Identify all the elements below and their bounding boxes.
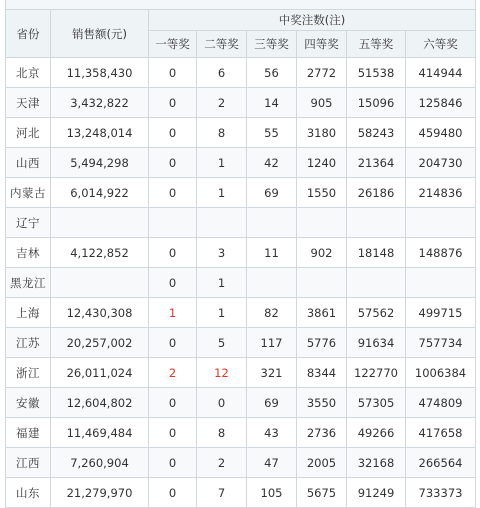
cell-prize-6: 417658 [406, 418, 476, 448]
cell-prize-1: 0 [149, 418, 197, 448]
cell-prize-4: 5776 [297, 328, 347, 358]
cell-prize-3 [247, 208, 297, 238]
cell-prize-4 [297, 268, 347, 298]
table-row [6, 478, 476, 508]
header-prize-4: 四等奖 [297, 31, 347, 58]
cell-prize-1 [149, 208, 197, 238]
cell-prize-2: 3 [197, 238, 247, 268]
cell-prize-2: 8 [197, 418, 247, 448]
cell-prize-4: 8344 [297, 358, 347, 388]
cell-sales: 12,604,802 [51, 388, 149, 418]
cell-sales: 21,279,970 [51, 478, 149, 508]
cell-prize-2: 0 [197, 388, 247, 418]
cell-prize-6: 266564 [406, 448, 476, 478]
cell-prize-1: 0 [149, 178, 197, 208]
header-sales: 销售额(元) [51, 10, 149, 58]
cell-prize-5: 18148 [347, 238, 406, 268]
cell-province: 山西 [6, 148, 51, 178]
cell-province: 天津 [6, 88, 51, 118]
cell-prize-2: 1 [197, 268, 247, 298]
cell-prize-4: 2005 [297, 448, 347, 478]
cell-province: 内蒙古 [6, 178, 51, 208]
header-prize-6: 六等奖 [406, 31, 476, 58]
cell-prize-2: 8 [197, 118, 247, 148]
cell-sales: 3,432,822 [51, 88, 149, 118]
cell-sales: 5,494,298 [51, 148, 149, 178]
cell-prize-5: 51538 [347, 58, 406, 88]
cell-prize-3: 14 [247, 88, 297, 118]
cell-prize-5: 91634 [347, 328, 406, 358]
cell-prize-5: 58243 [347, 118, 406, 148]
cell-prize-6: 474809 [406, 388, 476, 418]
cell-prize-4: 2772 [297, 58, 347, 88]
cell-province: 黑龙江 [6, 268, 51, 298]
cell-prize-4 [297, 208, 347, 238]
cell-prize-6: 204730 [406, 148, 476, 178]
cell-prize-3: 55 [247, 118, 297, 148]
cell-prize-1: 0 [149, 118, 197, 148]
cell-prize-3: 11 [247, 238, 297, 268]
cell-sales: 7,260,904 [51, 448, 149, 478]
cell-sales: 11,358,430 [51, 58, 149, 88]
cell-prize-3: 56 [247, 58, 297, 88]
cell-prize-5: 15096 [347, 88, 406, 118]
cell-province: 辽宁 [6, 208, 51, 238]
cell-prize-6: 148876 [406, 238, 476, 268]
cell-province: 福建 [6, 418, 51, 448]
cell-prize-4: 905 [297, 88, 347, 118]
table-row [6, 388, 476, 418]
table-row [6, 418, 476, 448]
prize-distribution-table [5, 0, 476, 508]
cell-sales: 12,430,308 [51, 298, 149, 328]
cell-prize-4: 902 [297, 238, 347, 268]
cell-prize-1: 0 [149, 88, 197, 118]
cell-prize-1: 0 [149, 58, 197, 88]
cell-sales: 13,248,014 [51, 118, 149, 148]
table-body [6, 58, 476, 508]
cell-prize-4: 3180 [297, 118, 347, 148]
cell-prize-2: 1 [197, 148, 247, 178]
cell-prize-1: 0 [149, 238, 197, 268]
header-prize-1: 一等奖 [149, 31, 197, 58]
cell-sales [51, 268, 149, 298]
cell-sales [51, 208, 149, 238]
cell-prize-4: 3861 [297, 298, 347, 328]
cell-sales: 6,014,922 [51, 178, 149, 208]
cell-prize-2: 6 [197, 58, 247, 88]
header-province: 省份 [6, 10, 51, 58]
cell-prize-4: 3550 [297, 388, 347, 418]
cell-prize-3: 105 [247, 478, 297, 508]
cell-prize-6: 125846 [406, 88, 476, 118]
cell-prize-3: 42 [247, 148, 297, 178]
cell-sales: 26,011,024 [51, 358, 149, 388]
cell-prize-5: 26186 [347, 178, 406, 208]
cell-province: 江西 [6, 448, 51, 478]
table-row [6, 88, 476, 118]
cell-prize-3: 69 [247, 388, 297, 418]
cell-prize-2: 2 [197, 448, 247, 478]
cell-prize-6: 757734 [406, 328, 476, 358]
cell-prize-6: 214836 [406, 178, 476, 208]
cell-prize-2: 5 [197, 328, 247, 358]
cell-prize-3: 43 [247, 418, 297, 448]
cell-prize-6: 1006384 [406, 358, 476, 388]
cell-prize-2: 1 [197, 178, 247, 208]
cell-prize-5 [347, 208, 406, 238]
cell-prize-4: 1550 [297, 178, 347, 208]
cell-prize-5: 91249 [347, 478, 406, 508]
cell-prize-2: 12 [197, 358, 247, 388]
cell-prize-1: 0 [149, 478, 197, 508]
cell-prize-4: 5675 [297, 478, 347, 508]
table-row [6, 208, 476, 238]
cell-prize-5: 122770 [347, 358, 406, 388]
cell-prize-3: 47 [247, 448, 297, 478]
header-winning-count: 中奖注数(注) [149, 10, 476, 31]
cell-prize-1: 0 [149, 388, 197, 418]
cell-prize-2 [197, 208, 247, 238]
cell-prize-4: 1240 [297, 148, 347, 178]
header-prize-2: 二等奖 [197, 31, 247, 58]
table-row [6, 238, 476, 268]
cell-province: 浙江 [6, 358, 51, 388]
cell-prize-1: 0 [149, 268, 197, 298]
cell-prize-3: 69 [247, 178, 297, 208]
table-row [6, 328, 476, 358]
cell-prize-5: 21364 [347, 148, 406, 178]
cell-sales: 4,122,852 [51, 238, 149, 268]
cell-province: 山东 [6, 478, 51, 508]
cell-prize-6: 499715 [406, 298, 476, 328]
cell-province: 河北 [6, 118, 51, 148]
cell-prize-6 [406, 208, 476, 238]
cell-prize-1: 2 [149, 358, 197, 388]
cell-prize-3: 82 [247, 298, 297, 328]
cell-province: 北京 [6, 58, 51, 88]
cell-prize-6 [406, 268, 476, 298]
cell-prize-6: 733373 [406, 478, 476, 508]
cell-prize-2: 1 [197, 298, 247, 328]
cell-prize-3: 117 [247, 328, 297, 358]
cell-sales: 11,469,484 [51, 418, 149, 448]
table-row [6, 268, 476, 298]
header-prize-5: 五等奖 [347, 31, 406, 58]
cell-province: 吉林 [6, 238, 51, 268]
table-row [6, 58, 476, 88]
table-row [6, 118, 476, 148]
cell-prize-1: 0 [149, 328, 197, 358]
cell-prize-3 [247, 268, 297, 298]
cell-province: 安徽 [6, 388, 51, 418]
table-row [6, 148, 476, 178]
cell-prize-1: 1 [149, 298, 197, 328]
cell-prize-2: 2 [197, 88, 247, 118]
table-row [6, 298, 476, 328]
cell-prize-2: 7 [197, 478, 247, 508]
table-row [6, 358, 476, 388]
cell-prize-5: 32168 [347, 448, 406, 478]
cell-prize-5: 57562 [347, 298, 406, 328]
cell-prize-4: 2736 [297, 418, 347, 448]
cell-prize-1: 0 [149, 148, 197, 178]
table-row [6, 178, 476, 208]
table-title [6, 0, 476, 10]
header-prize-3: 三等奖 [247, 31, 297, 58]
cell-prize-6: 414944 [406, 58, 476, 88]
cell-prize-1: 0 [149, 448, 197, 478]
table-row [6, 448, 476, 478]
cell-prize-6: 459480 [406, 118, 476, 148]
cell-sales: 20,257,002 [51, 328, 149, 358]
cell-prize-3: 321 [247, 358, 297, 388]
cell-prize-5 [347, 268, 406, 298]
cell-prize-5: 49266 [347, 418, 406, 448]
cell-prize-5: 57305 [347, 388, 406, 418]
cell-province: 江苏 [6, 328, 51, 358]
cell-province: 上海 [6, 298, 51, 328]
